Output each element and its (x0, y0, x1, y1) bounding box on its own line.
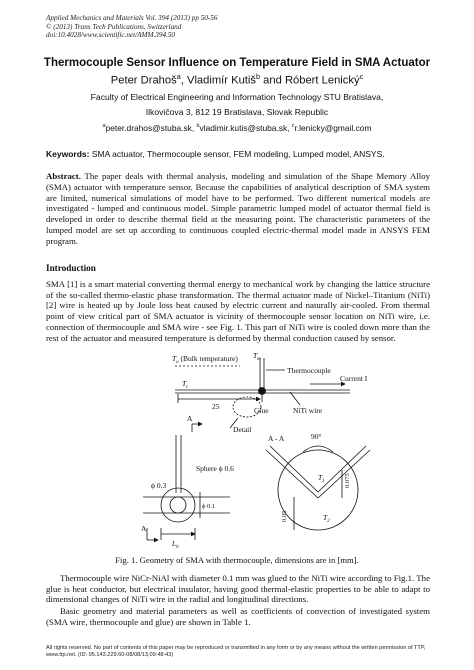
affiliation-line-2: Ilkovičova 3, 812 19 Bratislava, Slovak Republic (145, 107, 329, 117)
intro-paragraph-2: Thermocouple wire NiCr-NiAl with diameter 0.1 mm was glued to the NiTi wire according to Fig.1. The glue is heat conductor, but electrical insulator, having good thermal-elastic properties to be able to adapt to dimensional changes of NiTi wire in the radial and longitudinal directions. (46, 573, 430, 605)
tr-label: $T_r$ (182, 379, 189, 390)
email-marker: c (291, 123, 295, 130)
footer-id: www.ttp.net. (ID: 95.143.229.60-08/08/13,09:48:43) (46, 651, 174, 658)
copyright-line: © (2013) Trans Tech Publications, Switzerland (46, 22, 182, 31)
author-name: Vladimír Kutiš (186, 74, 256, 87)
phi03-label: ϕ 0.3 (151, 481, 167, 490)
page-footer (46, 645, 446, 659)
abstract-text: The paper deals with thermal analysis, modeling and simulation of the Shape Memory Alloy (SMA) actuator with temperature sensor. Because the capabilities of analytical description of SMA system are limited, numerical simulations of model have to be performed. Two different numerical models are investigated - lumped and continuous model. Simple parametric lumped model of actuator thermal field is developed in order to describe thermal field at the measuring point. The characteristic parameters of the lumped model are set up according to continuous coupled electric-thermal model made in ANSYS FEM program. (46, 171, 430, 246)
author-name: Peter Drahoš (110, 74, 177, 87)
glue-joint (259, 388, 266, 395)
bulk-temp-label: $T_a$ (Bulk temperature) (172, 354, 238, 365)
t2-label: $T_2$ (323, 513, 330, 524)
doi-link[interactable]: doi:10.4028/www.scientific.net/AMM.394.50 (46, 31, 176, 40)
intro-paragraph-3: Basic geometry and material parameters as well as coefficients of convection of investigated system (SMA wire, thermocouple and glue) are shown in Table 1. (46, 606, 430, 627)
abstract-label: Abstract. (46, 171, 81, 181)
current-label: Current I (340, 374, 368, 383)
email-marker: b (196, 123, 200, 130)
keywords-label: Keywords: (46, 149, 90, 159)
author-marker: a (176, 72, 181, 81)
email-address[interactable]: peter.drahos@stuba.sk, (105, 123, 197, 133)
affiliation-line-1: Faculty of Electrical Engineering and Information Technology STU Bratislava, (90, 92, 384, 102)
thermocouple-label: Thermocouple (287, 366, 331, 375)
section-a-upper-label: A (187, 414, 193, 423)
section-aa-label: A - A (268, 434, 285, 443)
niti-label: NiTi wire (293, 406, 323, 415)
section-tc-left (266, 450, 318, 498)
email-address[interactable]: vladimir.kutis@stuba.sk, (199, 123, 292, 133)
niti-leader (290, 392, 300, 405)
angle-label: 90° (311, 432, 322, 441)
author-name: Róbert Lenický (284, 74, 360, 87)
detail-niti-section (170, 497, 186, 513)
section-circle (278, 450, 358, 530)
author-separator: , (180, 74, 187, 87)
phi01-label: ϕ 0.1 (202, 503, 216, 510)
journal-citation: Applied Mechanics and Materials Vol. 394 (2013) pp 50-56 (46, 14, 218, 22)
glue-label: Glue (254, 406, 269, 415)
lh-label: $L_h$ (172, 539, 179, 550)
keywords-text: SMA actuator, Thermocouple sensor, FEM modeling, Lumped model, ANSYS. (91, 149, 385, 159)
intro-paragraph-1: SMA [1] is a smart material converting thermal energy to mechanical work by changing the lattice structure of the so-called thermo-elastic phase transformation. The thermal actuator made of Nickel–Titanium (NiTi) [2] wire is heated up by Joule loss heat caused by electric current and naturally air-cooled. From thermal point of view critical part of SMA actuator is vicinity of thermocouple sensor location on NiTi wire, i.e. connection of thermocouple and SMA wire - see Fig. 1. This part of NiTi wire is cooled down more than the rest of the actuator and measured temperature is deformed by thermal conduction caused by sensor. (46, 279, 430, 343)
sphere-label: Sphere ϕ 0.6 (196, 464, 234, 473)
figure-caption: Fig. 1. Geometry of SMA with thermocouple, dimensions are in [mm]. (115, 555, 359, 565)
t1-label: $T_1$ (318, 473, 325, 484)
section-a-lower-label: A (141, 524, 147, 533)
email-marker: a (102, 123, 106, 130)
author-separator: and (260, 74, 285, 87)
dim-25-label: 25 (212, 402, 220, 411)
d0075-label: 0.075 (344, 473, 351, 488)
detail-sphere (161, 488, 195, 522)
author-marker: c (359, 72, 364, 81)
detail-label: Detail (233, 425, 252, 434)
section-tc-left-2 (270, 446, 318, 492)
email-address[interactable]: r.lenicky@gmail.com (294, 123, 372, 133)
footer-rights: All rights reserved. No part of contents of this paper may be reproduced or transmitted in any form or by any means without the written permission of TTP, (46, 645, 426, 651)
paper-title: Thermocouple Sensor Influence on Temperature Field in SMA Actuator (43, 57, 431, 69)
author-marker: b (256, 72, 261, 81)
tm-label: $T_m$ (253, 351, 261, 362)
d005-label: 0.05 (281, 510, 288, 522)
section-heading-introduction: Introduction (46, 263, 96, 273)
